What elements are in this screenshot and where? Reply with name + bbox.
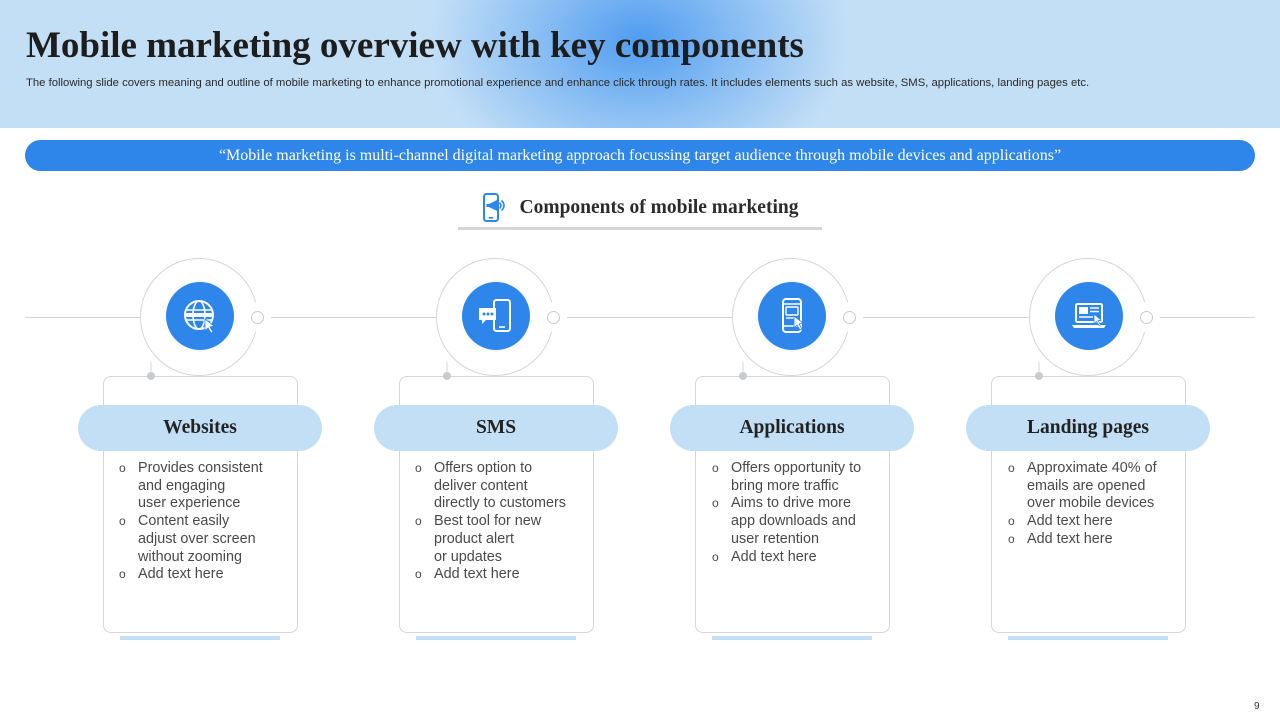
icon-circle	[1055, 282, 1123, 350]
list-item: o Offers opportunity to bring more traffic	[712, 460, 882, 495]
mobile-app-tap-icon	[772, 296, 812, 336]
list-item: o Provides consistent and engaging user experience	[119, 460, 289, 513]
timeline-dot	[251, 311, 264, 324]
component-title-landing-pages: Landing pages	[966, 405, 1210, 451]
card-underline	[120, 636, 280, 640]
component-title-sms: SMS	[374, 405, 618, 451]
section-title: Components of mobile marketing	[519, 196, 799, 218]
card-underline	[1008, 636, 1168, 640]
card-underline	[712, 636, 872, 640]
icon-circle	[166, 282, 234, 350]
icon-circle	[758, 282, 826, 350]
list-item: o Aims to drive more app downloads and user retention	[712, 495, 882, 548]
bullet-list-landing-pages	[1008, 460, 1178, 549]
slide-subtitle: The following slide covers meaning and outline of mobile marketing to enhance promotional experience and enhance click through rates. It includes elements such as website, SMS, applications, landing pages etc.	[26, 77, 1090, 89]
bullet-list-sms	[415, 460, 585, 584]
list-item: o Add text here	[1008, 531, 1178, 549]
list-item: o Best tool for new product alert or updates	[415, 513, 585, 566]
list-item: o Approximate 40% of emails are opened over mobile devices	[1008, 460, 1178, 513]
page-number: 9	[1254, 701, 1260, 712]
list-item: o Add text here	[1008, 513, 1178, 531]
list-item: o Add text here	[119, 566, 289, 584]
list-item: o Offers option to deliver content directly to customers	[415, 460, 585, 513]
list-item: o Add text here	[712, 549, 882, 567]
list-item: o Add text here	[415, 566, 585, 584]
component-title-applications: Applications	[670, 405, 914, 451]
phone-chat-icon	[476, 296, 516, 336]
slide-title: Mobile marketing overview with key components	[26, 25, 804, 66]
list-item: o Content easily adjust over screen without zooming	[119, 513, 289, 566]
card-anchor-dot	[147, 372, 155, 380]
bullet-list-websites	[119, 460, 289, 584]
laptop-page-icon	[1069, 296, 1109, 336]
bullet-list-applications	[712, 460, 882, 566]
card-anchor-dot	[443, 372, 451, 380]
icon-circle	[462, 282, 530, 350]
timeline-dot	[843, 311, 856, 324]
card-anchor-dot	[1035, 372, 1043, 380]
timeline-dot	[547, 311, 560, 324]
card-underline	[416, 636, 576, 640]
component-title-websites: Websites	[78, 405, 322, 451]
card-anchor-dot	[739, 372, 747, 380]
globe-cursor-icon	[180, 296, 220, 336]
definition-quote-bar: “Mobile marketing is multi-channel digital marketing approach focussing target audience through mobile devices and applications”	[25, 140, 1255, 171]
timeline-dot	[1140, 311, 1153, 324]
